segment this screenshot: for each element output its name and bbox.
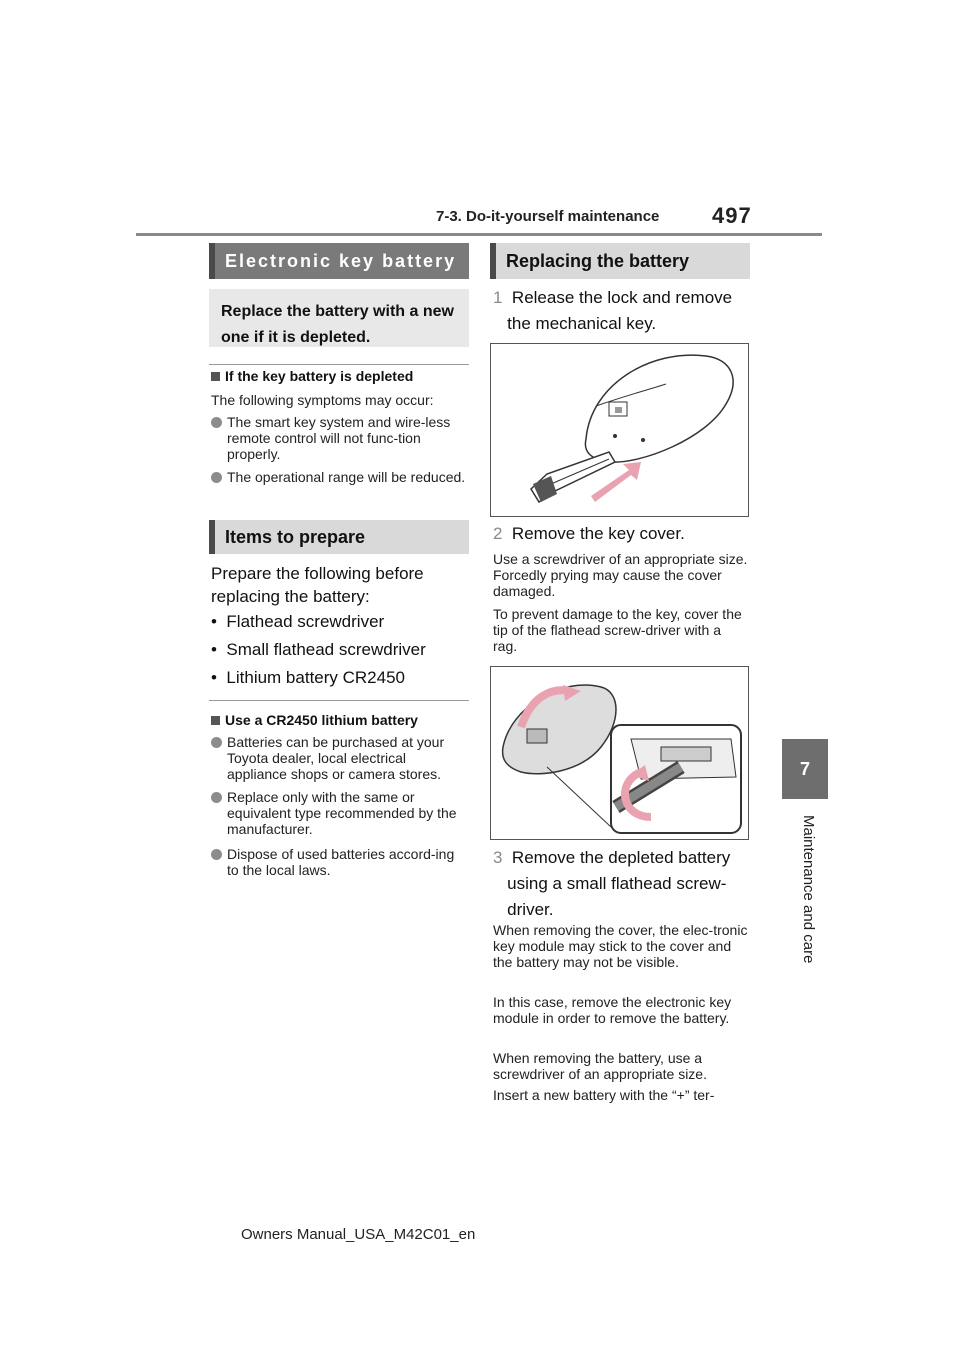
step-text: the mechanical key. — [507, 314, 657, 333]
step-text: Release the lock and remove — [511, 288, 733, 307]
step-2-note: Use a screwdriver of an appropriate size. Forcedly prying may cause the cover damaged. — [493, 551, 748, 599]
step-text: using a small flathead screw- — [507, 874, 727, 893]
replacing-battery-bar — [490, 243, 750, 279]
figure-remove-mechanical-key — [490, 343, 749, 517]
step-3-note: Insert a new battery with the “+” ter- — [493, 1087, 715, 1103]
use-cr2450-heading-text: Use a CR2450 lithium battery — [225, 712, 418, 728]
items-intro-line1: Prepare the following before — [211, 564, 424, 583]
list-item-text: The smart key system and wire-less remote control will not func-tion properly. — [227, 414, 451, 462]
step-3-note: When removing the cover, the elec-tronic key module may stick to the cover and the battery may not be visible. — [493, 922, 748, 970]
square-bullet-icon — [211, 716, 220, 725]
step-3-note: In this case, remove the electronic key module in order to remove the battery. — [493, 994, 732, 1026]
list-item-text: Dispose of used batteries accord-ing to the local laws. — [227, 846, 455, 878]
step-3 — [493, 845, 763, 923]
bullet-icon — [211, 737, 222, 748]
step-3-note: When removing the battery, use a screwdriver of an appropriate size. — [493, 1050, 707, 1082]
list-item — [211, 414, 469, 462]
items-to-prepare-title: Items to prepare — [225, 526, 366, 547]
footer-doc-id: Owners Manual_USA_M42C01_en — [241, 1226, 476, 1243]
bullet-icon — [211, 417, 222, 428]
step-text: Remove the key cover. — [511, 524, 685, 543]
items-to-prepare-bar — [209, 520, 469, 554]
list-item-text: Flathead screwdriver — [226, 612, 385, 631]
list-item — [211, 469, 469, 485]
electronic-key-battery-title: Electronic key battery — [225, 250, 457, 271]
page-number: 497 — [712, 203, 752, 228]
key-cover-illustration — [491, 667, 748, 839]
step-1 — [493, 285, 763, 337]
if-depleted-heading — [211, 368, 413, 384]
list-item: • Small flathead screwdriver — [211, 640, 426, 659]
square-bullet-icon — [211, 372, 220, 381]
step-text: driver. — [507, 900, 554, 919]
replacing-battery-title: Replacing the battery — [506, 250, 690, 271]
items-intro-line2: replacing the battery: — [211, 587, 370, 606]
bullet-icon — [211, 792, 222, 803]
step-number: 1 — [493, 288, 503, 307]
bullet-icon — [211, 472, 222, 483]
divider — [209, 700, 469, 701]
key-fob-illustration — [491, 344, 748, 516]
chapter-number: 7 — [799, 758, 810, 779]
electronic-key-battery-intro: Replace the battery with a new one if it is depleted. — [209, 289, 469, 347]
electronic-key-battery-bar — [209, 243, 469, 279]
bullet-icon — [211, 849, 222, 860]
figure-remove-key-cover — [490, 666, 749, 840]
divider — [209, 364, 469, 365]
list-item — [211, 734, 469, 782]
header-rule — [136, 233, 822, 236]
chapter-title: Maintenance and care — [800, 815, 817, 964]
use-cr2450-heading — [211, 712, 418, 728]
list-item-text: Batteries can be purchased at your Toyota dealer, local electrical appliance shops or camera stores. — [227, 734, 445, 782]
list-item — [211, 789, 469, 837]
section-title: 7-3. Do-it-yourself maintenance — [436, 208, 660, 225]
list-item-text: Lithium battery CR2450 — [226, 668, 405, 687]
step-2 — [493, 521, 685, 547]
chapter-tab — [782, 739, 828, 799]
step-text: Remove the depleted battery — [511, 848, 731, 867]
if-depleted-heading-text: If the key battery is depleted — [225, 368, 414, 384]
list-item — [211, 846, 469, 878]
list-item: • Lithium battery CR2450 — [211, 668, 405, 687]
list-item-text: Small flathead screwdriver — [226, 640, 426, 659]
step-number: 2 — [493, 524, 503, 543]
list-item-text: Replace only with the same or equivalent type recommended by the manufacturer. — [227, 789, 457, 837]
if-depleted-lead: The following symptoms may occur: — [211, 392, 434, 408]
list-item: • Flathead screwdriver — [211, 612, 385, 631]
step-2-note: To prevent damage to the key, cover the tip of the flathead screw-driver with a rag. — [493, 606, 742, 654]
list-item-text: The operational range will be reduced. — [227, 469, 466, 485]
step-number: 3 — [493, 848, 503, 867]
